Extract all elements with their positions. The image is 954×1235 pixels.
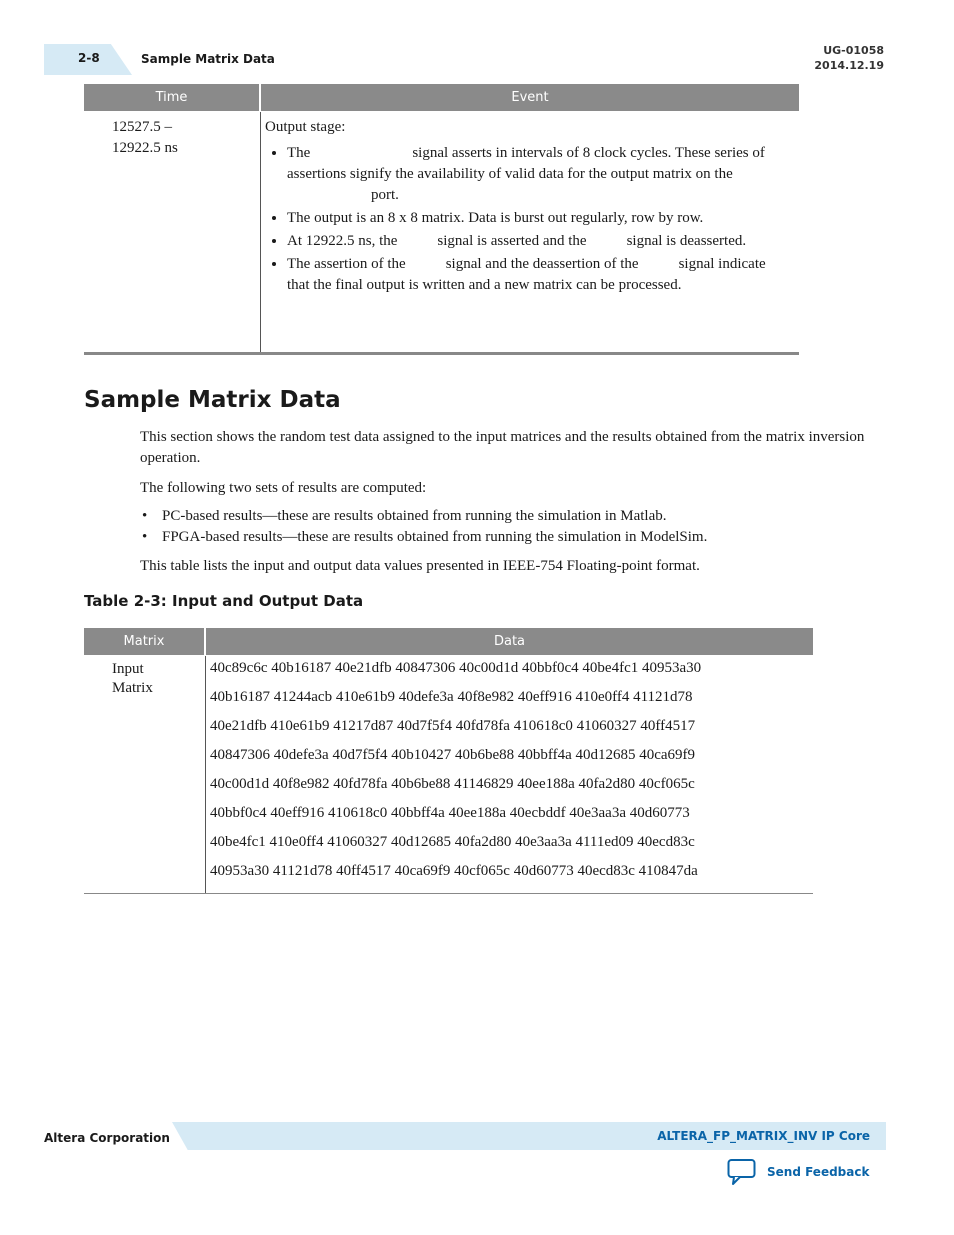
results-bullet-1: • PC-based results—these are results obtained from running the simulation in Matlab. bbox=[140, 506, 707, 527]
event-bullet-4-part-c: signal indicate that the final output is written and a new matrix can be processed. bbox=[287, 256, 766, 293]
doc-date: 2014.12.19 bbox=[814, 59, 884, 72]
data-row-5: 40c00d1d 40f8e982 40fd78fa 40b6be88 41146829 40ee188a 40fa2d80 40cf065c bbox=[210, 776, 695, 792]
section-paragraph-1: This section shows the random test data assigned to the input matrices and the results obtained from the matrix inversion operation. bbox=[140, 429, 865, 466]
event-bullet-2: • The output is an 8 x 8 matrix. Data is burst out regularly, row by row. bbox=[287, 208, 775, 229]
event-bullet-3-part-a: At 12922.5 ns, the bbox=[287, 233, 398, 249]
data-table-header-matrix: Matrix bbox=[84, 628, 204, 655]
section-paragraph-3: This table lists the input and output data values presented in IEEE-754 Floating-point format. bbox=[140, 558, 700, 574]
doc-id: UG-01058 bbox=[823, 44, 884, 57]
event-bullet-4 bbox=[287, 254, 775, 296]
event-intro: Output stage: bbox=[265, 119, 346, 135]
event-bullet-3-part-b: signal is asserted and the bbox=[437, 233, 587, 249]
event-bullet-1 bbox=[287, 143, 775, 206]
footer-company: Altera Corporation bbox=[44, 1131, 170, 1145]
doc-info bbox=[814, 43, 884, 73]
footer-core-link[interactable]: ALTERA_FP_MATRIX_INV IP Core bbox=[657, 1129, 870, 1143]
data-row-8: 40953a30 41121d78 40ff4517 40ca69f9 40cf065c 40d60773 40ecd83c 410847da bbox=[210, 863, 698, 879]
page-number: 2-8 bbox=[78, 51, 100, 65]
event-bullet-3-part-c: signal is deasserted. bbox=[626, 233, 747, 249]
data-table-divider bbox=[205, 656, 206, 894]
event-bullet-1-part-a: The bbox=[287, 145, 311, 161]
event-table-bottom-rule bbox=[84, 352, 799, 355]
results-bullet-list bbox=[140, 506, 707, 548]
event-description-cell bbox=[265, 117, 775, 298]
section-paragraph-2: The following two sets of results are computed: bbox=[140, 480, 427, 496]
event-bullet-3 bbox=[287, 231, 775, 252]
event-bullet-1-part-b: signal asserts in intervals of 8 clock cycles. These series of assertions signify the availability of valid data for the output matrix on the bbox=[287, 145, 765, 182]
event-time-line2: 12922.5 ns bbox=[112, 140, 178, 156]
matrix-label-cell bbox=[112, 660, 153, 698]
event-time-line1: 12527.5 – bbox=[112, 119, 172, 135]
section-heading: Sample Matrix Data bbox=[84, 387, 341, 413]
event-bullet-4-part-b: signal and the deassertion of the bbox=[445, 256, 639, 272]
matrix-label-line2: Matrix bbox=[112, 680, 153, 696]
data-row-1: 40c89c6c 40b16187 40e21dfb 40847306 40c00d1d 40bbf0c4 40be4fc1 40953a30 bbox=[210, 660, 702, 676]
event-table-header-time: Time bbox=[84, 84, 259, 111]
event-bullet-list bbox=[265, 143, 775, 296]
results-bullet-2: • FPGA-based results—these are results obtained from running the simulation in ModelSim. bbox=[140, 527, 707, 548]
matrix-label-line1: Input bbox=[112, 661, 144, 677]
feedback-speech-bubble-icon bbox=[727, 1158, 757, 1186]
table-caption: Table 2-3: Input and Output Data bbox=[84, 592, 364, 610]
data-table-header-data: Data bbox=[206, 628, 813, 655]
data-table-bottom-rule bbox=[84, 893, 813, 894]
event-bullet-4-part-a: The assertion of the bbox=[287, 256, 406, 272]
data-row-7: 40be4fc1 410e0ff4 41060327 40d12685 40fa2d80 40e3aa3a 4111ed09 40ecd83c bbox=[210, 834, 695, 850]
event-table-divider bbox=[260, 112, 261, 352]
send-feedback-button[interactable] bbox=[727, 1157, 869, 1187]
header-section-title: Sample Matrix Data bbox=[141, 52, 275, 66]
data-row-4: 40847306 40defe3a 40d7f5f4 40b10427 40b6be88 40bbff4a 40d12685 40ca69f9 bbox=[210, 747, 696, 763]
event-table-header-event: Event bbox=[261, 84, 799, 111]
data-row-2: 40b16187 41244acb 410e61b9 40defe3a 40f8e982 40eff916 410e0ff4 41121d78 bbox=[210, 689, 693, 705]
event-bullet-1-part-c: port. bbox=[371, 187, 399, 203]
event-time-cell bbox=[112, 117, 178, 159]
send-feedback-label: Send Feedback bbox=[767, 1165, 870, 1179]
data-row-6: 40bbf0c4 40eff916 410618c0 40bbff4a 40ee188a 40ecbddf 40e3aa3a 40d60773 bbox=[210, 805, 690, 821]
data-row-3: 40e21dfb 410e61b9 41217d87 40d7f5f4 40fd78fa 410618c0 41060327 40ff4517 bbox=[210, 718, 696, 734]
